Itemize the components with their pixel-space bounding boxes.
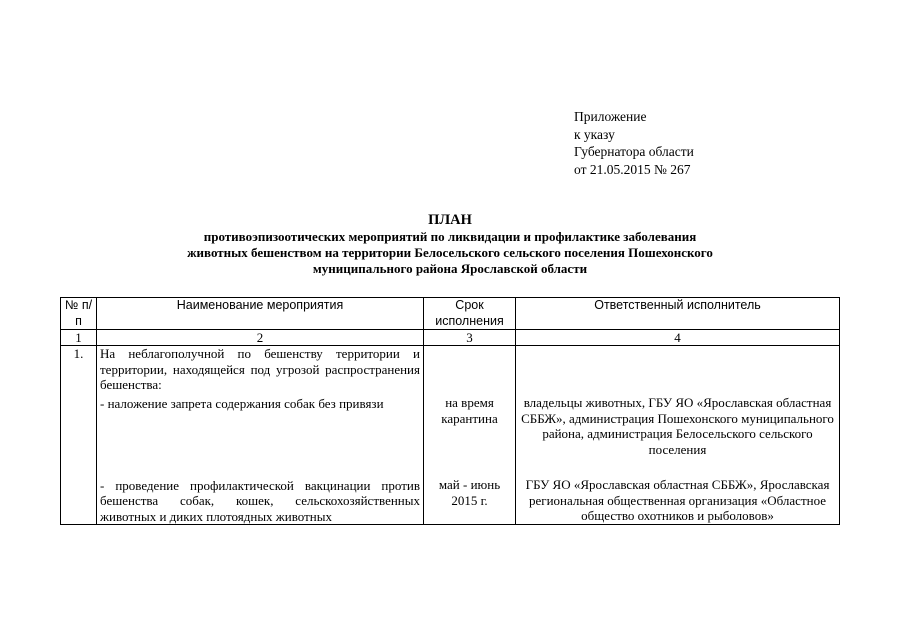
header-responsible: Ответственный исполнитель: [516, 298, 840, 330]
header-name: Наименование мероприятия: [97, 298, 424, 330]
header-num-text: № п/п: [64, 298, 93, 328]
appendix-line-4: от 21.05.2015 № 267: [574, 161, 691, 177]
responsible-spacer: [519, 346, 836, 395]
row-intro: На неблагополучной по бешенству территории и территории, находящейся под угрозой распространения бешенства:: [100, 346, 420, 392]
document-title: [60, 212, 840, 277]
title-sub-line-2: животных бешенством на территории Белосельского сельского поселения Пошехонского: [187, 245, 713, 260]
item-2-responsible: ГБУ ЯО «Ярославская областная СББЖ», Ярославская региональная общественная организация «Областное общество охотников и рыболовов»: [525, 477, 830, 523]
column-number-4: 4: [516, 330, 840, 346]
row-num: 1.: [61, 346, 97, 525]
item-1-responsible: владельцы животных, ГБУ ЯО «Ярославская областная СББЖ», администрация Пошехонского муниципального района, администрация Белосельского сельского поселения: [521, 395, 834, 457]
title-main: ПЛАН: [428, 212, 472, 228]
row-name-cell: [97, 346, 424, 525]
table-row: [61, 346, 840, 525]
row-responsible-cell: [516, 346, 840, 525]
item-2-term: май - июнь 2015 г.: [438, 477, 501, 508]
item-2-name: - проведение профилактической вакцинации против бешенства собак, кошек, сельскохозяйственных животных и диких плотоядных животных: [100, 477, 420, 524]
header-num: [61, 298, 97, 330]
row-term-cell: [424, 346, 516, 525]
table-header-row: [61, 298, 840, 330]
column-number-2: 2: [97, 330, 424, 346]
appendix-line-2: к указу: [574, 126, 615, 142]
item-1-name: - наложение запрета содержания собак без привязи: [100, 395, 384, 411]
appendix-line-1: Приложение: [574, 109, 647, 124]
column-number-row: [61, 330, 840, 346]
title-sub-line-3: муниципального района Ярославской области: [312, 261, 588, 276]
item-1-term: на время карантина: [441, 395, 498, 426]
appendix-line-3: Губернатора области: [574, 144, 694, 159]
term-spacer: [427, 346, 512, 395]
appendix-note: [574, 108, 694, 178]
title-sub-line-1: противоэпизоотических мероприятий по ликвидации и профилактике заболевания: [203, 229, 697, 244]
header-term: Срок исполнения: [424, 298, 516, 330]
plan-table: [60, 297, 840, 525]
column-number-1: 1: [61, 330, 97, 346]
column-number-3: 3: [424, 330, 516, 346]
